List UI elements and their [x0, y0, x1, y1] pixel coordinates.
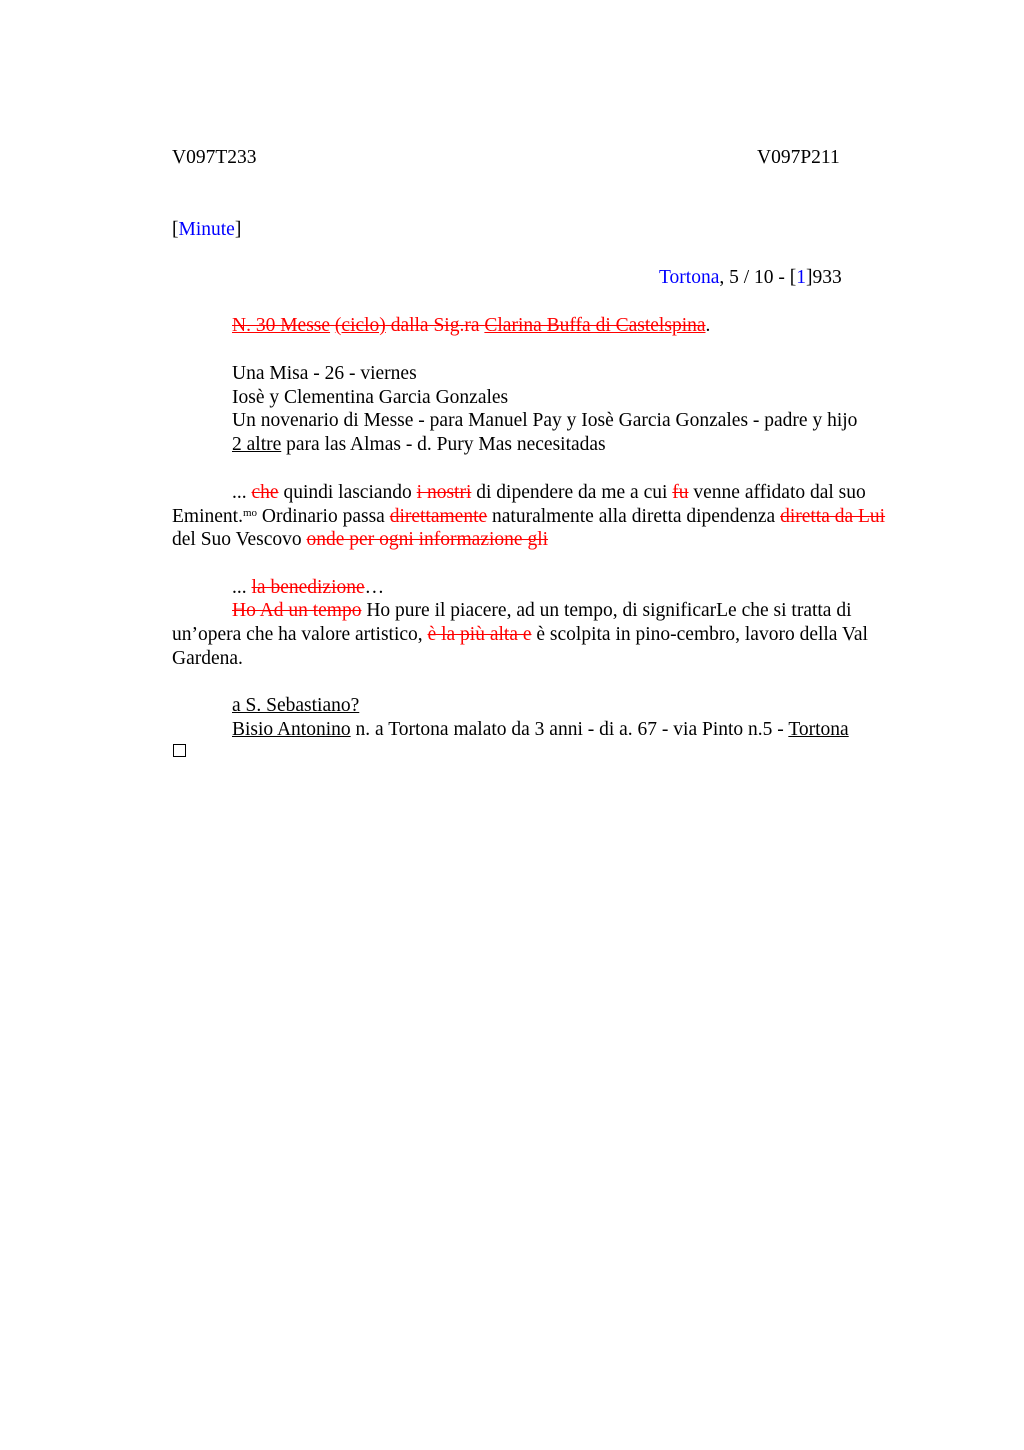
para3-line-1 [232, 694, 359, 718]
p1-r1-b: che [251, 482, 279, 503]
dateline-date-end: ]933 [806, 267, 842, 288]
p1-r3-b: onde per ogni informazione gli [306, 529, 549, 550]
struck-c: (ciclo) [334, 315, 386, 336]
dateline-date-mid: , 5 / 10 - [ [719, 267, 797, 288]
minute-label [172, 218, 241, 242]
p3-l2-b: n. a Tortona malato da 3 anni - di a. 67 - via Pinto n.5 - [350, 719, 789, 740]
p1-r2-b: Ordinario passa [257, 506, 390, 527]
p2-r2-a: Ho Ad un tempo [232, 600, 362, 621]
list-line-1: Una Misa - 26 - viernes [232, 363, 417, 384]
list-line-3: Un novenario di Messe - para Manuel Pay y Iosè Garcia Gonzales - padre y hijo [232, 410, 858, 431]
minute-text: Minute [178, 219, 235, 240]
para1-line-3 [172, 528, 548, 552]
p2-r3-a: un’opera che ha valore artistico, [172, 624, 428, 645]
para2-line-4: Gardena. [172, 648, 243, 669]
p1-r2-a: Eminent. [172, 506, 243, 527]
p1-r3-a: del Suo Vescovo [172, 529, 307, 550]
checkbox-square-icon [173, 744, 186, 757]
p1-r1-g: venne affidato dal suo [688, 482, 866, 503]
p2-r2-b: Ho pure il piacere, ad un tempo, di significarLe che si tratta di [361, 600, 852, 621]
header-right-code: V097P211 [757, 147, 840, 168]
p2-r1-b: la benedizione [251, 577, 365, 598]
struck-a: N. 30 Messe [232, 315, 331, 336]
p2-r1-c: … [364, 577, 385, 598]
para1-line-1 [232, 481, 866, 505]
struck-d: dalla Sig.ra [385, 315, 485, 336]
p2-r1-a: ... [232, 577, 252, 598]
header-left-code: V097T233 [172, 147, 257, 168]
p1-r2-e: diretta da Lui [780, 506, 886, 527]
dateline-place: Tortona [659, 267, 720, 288]
dateline [659, 266, 842, 290]
p3-l2-c: Tortona [788, 719, 849, 740]
p1-r2-sup: mo [242, 507, 258, 519]
p1-r1-e: di dipendere da me a cui [471, 482, 673, 503]
para2-line-2 [232, 599, 852, 623]
bracket-open: [ [172, 219, 179, 240]
p1-r1-c: quindi lasciando [278, 482, 417, 503]
dateline-bracket-digit: 1 [796, 267, 807, 288]
struck-e: Clarina Buffa di Castelspina [484, 315, 706, 336]
p1-r1-f: fu [672, 482, 689, 503]
para2-line-1 [232, 576, 384, 600]
p3-l1: a S. Sebastiano? [232, 695, 360, 716]
para1-line-2 [172, 505, 885, 529]
para2-line-3 [172, 623, 868, 647]
list-line-4 [232, 433, 606, 457]
p3-l2-a: Bisio Antonino [232, 719, 351, 740]
p2-r3-c: è scolpita in pino-cembro, lavoro della Val [531, 624, 868, 645]
p1-r2-c: direttamente [389, 506, 488, 527]
para3-line-2 [232, 718, 849, 742]
bracket-close: ] [234, 219, 242, 240]
list-line-4-rest: para las Almas - d. Pury Mas necesitadas [281, 434, 606, 455]
struck-f: . [705, 315, 711, 336]
struck-line [232, 314, 710, 338]
p2-r3-b: è la più alta e [427, 624, 532, 645]
list-line-2: Iosè y Clementina Garcia Gonzales [232, 387, 509, 408]
p1-r1-d: i nostri [416, 482, 472, 503]
p1-r1-a: ... [232, 482, 252, 503]
list-line-4-underlined: 2 altre [232, 434, 282, 455]
p1-r2-d: naturalmente alla diretta dipendenza [487, 506, 781, 527]
